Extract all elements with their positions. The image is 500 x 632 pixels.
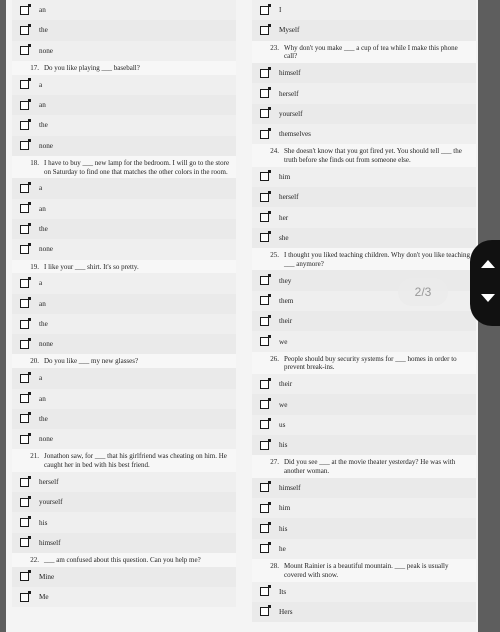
question-text: I have to buy ___ new lamp for the bedroom. I will go to the store on Saturday to find one that matches the other colors in the room. xyxy=(44,158,230,176)
checkbox-icon[interactable] xyxy=(260,130,269,139)
option-label: the xyxy=(39,121,48,130)
checkbox-icon[interactable] xyxy=(260,420,269,429)
checkbox-icon[interactable] xyxy=(260,441,269,450)
checkbox-icon[interactable] xyxy=(260,400,269,409)
answer-option[interactable] xyxy=(12,95,236,115)
left-column xyxy=(12,0,236,607)
checkbox-icon[interactable] xyxy=(20,80,29,89)
checkbox-icon[interactable] xyxy=(260,504,269,513)
question xyxy=(12,553,236,567)
checkbox-icon[interactable] xyxy=(260,6,269,15)
answer-option[interactable] xyxy=(12,389,236,409)
question xyxy=(12,449,236,472)
option-label: the xyxy=(39,414,48,423)
answer-option[interactable] xyxy=(12,492,236,512)
answer-option[interactable] xyxy=(252,582,476,602)
answer-option[interactable] xyxy=(252,331,476,351)
option-label: their xyxy=(279,317,293,326)
checkbox-icon[interactable] xyxy=(20,279,29,288)
checkbox-icon[interactable] xyxy=(260,26,269,35)
option-label: he xyxy=(279,544,286,553)
option-label: his xyxy=(279,441,288,450)
option-label: Hers xyxy=(279,607,293,616)
answer-option[interactable] xyxy=(252,311,476,331)
checkbox-icon[interactable] xyxy=(260,276,269,285)
answer-option[interactable] xyxy=(12,567,236,587)
answer-option[interactable] xyxy=(12,115,236,135)
option-label: Its xyxy=(279,587,287,596)
answer-option[interactable] xyxy=(252,20,476,40)
answer-option[interactable] xyxy=(12,533,236,553)
option-label: we xyxy=(279,337,288,346)
answer-option[interactable] xyxy=(252,539,476,559)
question-text: Jonathon saw, for ___ that his girlfriend was cheating on him. He caught her in bed with his best friend. xyxy=(44,452,227,470)
checkbox-icon[interactable] xyxy=(20,593,29,602)
answer-option[interactable] xyxy=(12,294,236,314)
answer-option[interactable] xyxy=(12,334,236,354)
question-text: Did you see ___ at the movie theater yesterday? He was with another woman. xyxy=(284,458,456,476)
option-label: an xyxy=(39,101,46,110)
option-label: Mine xyxy=(39,572,55,581)
checkbox-icon[interactable] xyxy=(260,380,269,389)
option-label: none xyxy=(39,340,53,349)
answer-option[interactable] xyxy=(252,435,476,455)
answer-option[interactable] xyxy=(12,199,236,219)
question xyxy=(252,248,476,271)
option-label: her xyxy=(279,213,289,222)
checkbox-icon[interactable] xyxy=(20,414,29,423)
question xyxy=(252,559,476,582)
option-label: a xyxy=(39,80,43,89)
checkbox-icon[interactable] xyxy=(20,26,29,35)
question xyxy=(252,352,476,375)
question xyxy=(12,260,236,274)
answer-option[interactable] xyxy=(12,512,236,532)
answer-option[interactable] xyxy=(252,518,476,538)
question-number: 26. xyxy=(270,354,279,363)
answer-option[interactable] xyxy=(12,314,236,334)
option-label: him xyxy=(279,172,291,181)
right-column xyxy=(252,0,476,622)
option-label: an xyxy=(39,6,46,15)
option-label: their xyxy=(279,380,293,389)
answer-option[interactable] xyxy=(12,273,236,293)
answer-option[interactable] xyxy=(12,136,236,156)
option-label: none xyxy=(39,245,53,254)
option-label: yourself xyxy=(279,109,303,118)
option-label: none xyxy=(39,141,53,150)
answer-option[interactable] xyxy=(252,167,476,187)
answer-option[interactable] xyxy=(252,498,476,518)
question xyxy=(12,156,236,179)
answer-option[interactable] xyxy=(12,409,236,429)
checkbox-icon[interactable] xyxy=(20,538,29,547)
option-label: Myself xyxy=(279,26,300,35)
question-text: I thought you liked teaching children. Why don't you like teaching ___ anymore? xyxy=(284,250,471,268)
answer-option[interactable] xyxy=(252,374,476,394)
option-label: herself xyxy=(279,193,299,202)
option-label: his xyxy=(279,524,288,533)
option-label: they xyxy=(279,276,292,285)
checkbox-icon[interactable] xyxy=(260,233,269,242)
answer-option[interactable] xyxy=(12,368,236,388)
question-number: 22. xyxy=(30,556,39,565)
answer-option[interactable] xyxy=(252,415,476,435)
question-number: 25. xyxy=(270,250,279,259)
checkbox-icon[interactable] xyxy=(260,213,269,222)
checkbox-icon[interactable] xyxy=(20,394,29,403)
answer-option[interactable] xyxy=(12,219,236,239)
checkbox-icon[interactable] xyxy=(20,141,29,150)
option-label: none xyxy=(39,46,53,55)
question xyxy=(12,61,236,75)
answer-option[interactable] xyxy=(252,63,476,83)
checkbox-icon[interactable] xyxy=(260,69,269,78)
answer-option[interactable] xyxy=(252,602,476,622)
option-label: I xyxy=(279,6,282,15)
answer-option[interactable] xyxy=(12,587,236,607)
question xyxy=(12,354,236,368)
question-number: 21. xyxy=(30,452,39,461)
option-label: himself xyxy=(39,538,61,547)
checkbox-icon[interactable] xyxy=(20,340,29,349)
checkbox-icon[interactable] xyxy=(20,299,29,308)
checkbox-icon[interactable] xyxy=(260,524,269,533)
answer-option[interactable] xyxy=(252,478,476,498)
chevron-up-icon[interactable] xyxy=(481,260,495,268)
answer-option[interactable] xyxy=(12,75,236,95)
option-label: an xyxy=(39,299,46,308)
checkbox-icon[interactable] xyxy=(20,225,29,234)
checkbox-icon[interactable] xyxy=(20,320,29,329)
answer-option[interactable] xyxy=(252,83,476,103)
checkbox-icon[interactable] xyxy=(20,6,29,15)
checkbox-icon[interactable] xyxy=(20,245,29,254)
answer-option[interactable] xyxy=(12,41,236,61)
checkbox-icon[interactable] xyxy=(20,518,29,527)
question-number: 23. xyxy=(270,43,279,52)
option-label: a xyxy=(39,279,43,288)
option-label: us xyxy=(279,420,286,429)
question-number: 18. xyxy=(30,158,39,167)
checkbox-icon[interactable] xyxy=(20,204,29,213)
checkbox-icon[interactable] xyxy=(260,109,269,118)
answer-option[interactable] xyxy=(12,20,236,40)
question xyxy=(252,144,476,167)
checkbox-icon[interactable] xyxy=(260,172,269,181)
option-label: himself xyxy=(279,483,301,492)
page-indicator: 2/3 xyxy=(398,278,448,306)
checkbox-icon[interactable] xyxy=(260,607,269,616)
checkbox-icon[interactable] xyxy=(260,296,269,305)
option-label: a xyxy=(39,184,43,193)
checkbox-icon[interactable] xyxy=(20,435,29,444)
checkbox-icon[interactable] xyxy=(260,193,269,202)
question xyxy=(252,455,476,478)
option-label: yourself xyxy=(39,498,63,507)
option-label: himself xyxy=(279,69,301,78)
question-text: I like your ___ shirt. It's so pretty. xyxy=(44,262,139,271)
question-number: 28. xyxy=(270,562,279,571)
question-text: Mount Rainier is a beautiful mountain. ___ peak is usually covered with snow. xyxy=(284,562,449,579)
option-label: none xyxy=(39,435,53,444)
checkbox-icon[interactable] xyxy=(20,374,29,383)
option-label: a xyxy=(39,374,43,383)
question-number: 24. xyxy=(270,147,279,156)
question-number: 20. xyxy=(30,357,39,366)
checkbox-icon[interactable] xyxy=(20,46,29,55)
checkbox-icon[interactable] xyxy=(260,337,269,346)
question-text: Why don't you make ___ a cup of tea while I make this phone call? xyxy=(284,43,458,61)
checkbox-icon[interactable] xyxy=(20,478,29,487)
option-label: him xyxy=(279,504,291,513)
option-label: his xyxy=(39,518,48,527)
option-label: herself xyxy=(279,89,299,98)
option-label: the xyxy=(39,225,48,234)
checkbox-icon[interactable] xyxy=(260,317,269,326)
question-text: Do you like playing ___ baseball? xyxy=(44,63,140,72)
option-label: herself xyxy=(39,478,59,487)
checkbox-icon[interactable] xyxy=(20,498,29,507)
option-label: the xyxy=(39,26,48,35)
question-text: ___ am confused about this question. Can you help me? xyxy=(44,556,201,565)
question-number: 27. xyxy=(270,458,279,467)
option-label: themselves xyxy=(279,130,311,139)
option-label: the xyxy=(39,320,48,328)
worksheet-page xyxy=(6,0,478,632)
answer-option[interactable] xyxy=(12,472,236,492)
question-text: She doesn't know that you got fired yet. You should tell ___ the truth before she finds out from someone else. xyxy=(284,147,462,165)
question xyxy=(252,41,476,64)
answer-option[interactable] xyxy=(252,0,476,20)
answer-option[interactable] xyxy=(12,239,236,259)
option-label: we xyxy=(279,400,288,409)
answer-option[interactable] xyxy=(252,187,476,207)
chevron-down-icon[interactable] xyxy=(481,294,495,302)
answer-option[interactable] xyxy=(12,429,236,449)
option-label: an xyxy=(39,204,46,213)
checkbox-icon[interactable] xyxy=(20,572,29,581)
option-label: them xyxy=(279,296,294,305)
answer-option[interactable] xyxy=(12,178,236,198)
option-label: she xyxy=(279,233,289,242)
question-text: Do you like ___ my new glasses? xyxy=(44,357,139,366)
checkbox-icon[interactable] xyxy=(20,184,29,193)
question-text: People should buy security systems for ___ homes in order to prevent break-ins. xyxy=(284,354,457,372)
answer-option[interactable] xyxy=(252,394,476,414)
answer-option[interactable] xyxy=(252,207,476,227)
question-number: 17. xyxy=(30,63,39,72)
checkbox-icon[interactable] xyxy=(260,483,269,492)
answer-option[interactable] xyxy=(252,228,476,248)
answer-option[interactable] xyxy=(252,124,476,144)
scroll-control[interactable] xyxy=(470,240,500,326)
checkbox-icon[interactable] xyxy=(20,121,29,130)
checkbox-icon[interactable] xyxy=(260,89,269,98)
option-label: an xyxy=(39,394,46,403)
answer-option[interactable] xyxy=(252,104,476,124)
checkbox-icon[interactable] xyxy=(260,544,269,553)
question-number: 19. xyxy=(30,262,39,271)
answer-option[interactable] xyxy=(12,0,236,20)
option-label: Me xyxy=(39,593,49,602)
checkbox-icon[interactable] xyxy=(20,101,29,110)
checkbox-icon[interactable] xyxy=(260,587,269,596)
